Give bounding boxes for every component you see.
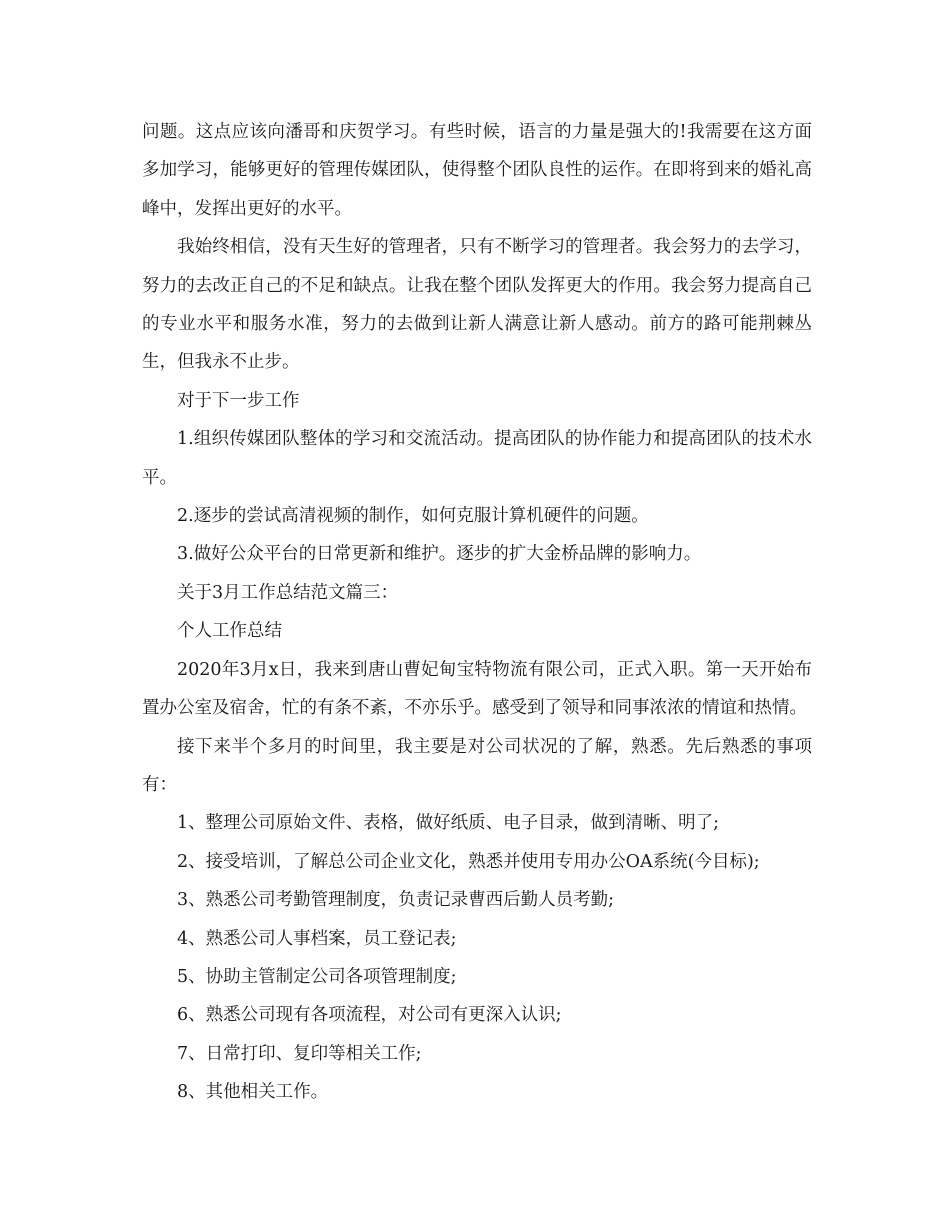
section-heading-personal-summary: 个人工作总结: [177, 621, 282, 642]
task-list-item: 2、接受培训，了解总公司企业文化，熟悉并使用专用办公OA系统(今目标);: [177, 851, 760, 872]
paragraph-management-belief: 我始终相信，没有天生好的管理者，只有不断学习的管理者。我会努力的去学习，努力的去改正自己的不足和缺点。让我在整个团队发挥更大的作用。我会努力提高自己的专业水平和服务水准，努力的去做到让新人满意让新人感动。前方的路可能荆棘丛生，但我永不止步。: [142, 237, 812, 373]
section-heading-next-steps: 对于下一步工作: [177, 390, 300, 411]
task-list-item: 3、熟悉公司考勤管理制度，负责记录曹西后勤人员考勤;: [177, 890, 615, 911]
task-list-item: 8、其他相关工作。: [177, 1082, 329, 1103]
next-step-item: 1.组织传媒团队整体的学习和交流活动。提高团队的协作能力和提高团队的技术水平。: [142, 429, 812, 488]
article-title: 关于3月工作总结范文篇三：: [177, 582, 399, 603]
task-list-item: 6、熟悉公司现有各项流程，对公司有更深入认识;: [177, 1005, 562, 1026]
task-list-item: 4、熟悉公司人事档案，员工登记表;: [177, 928, 457, 949]
task-list-item: 5、协助主管制定公司各项管理制度;: [177, 966, 457, 987]
paragraph-familiarization: 接下来半个多月的时间里，我主要是对公司状况的了解，熟悉。先后熟悉的事项有：: [142, 736, 812, 795]
next-step-item: 2.逐步的尝试高清视频的制作，如何克服计算机硬件的问题。: [177, 506, 649, 527]
paragraph-onboarding: 2020年3月x日，我来到唐山曹妃甸宝特物流有限公司，正式入职。第一天开始布置办公室及宿舍，忙的有条不紊，不亦乐乎。感受到了领导和同事浓浓的情谊和热情。: [142, 659, 812, 719]
task-list-item: 1、整理公司原始文件、表格，做好纸质、电子目录，做到清晰、明了;: [177, 813, 720, 834]
next-step-item: 3.做好公众平台的日常更新和维护。逐步的扩大金桥品牌的影响力。: [177, 544, 702, 565]
task-list-item: 7、日常打印、复印等相关工作;: [177, 1043, 422, 1064]
paragraph-continuation: 问题。这点应该向潘哥和庆贺学习。有些时候，语言的力量是强大的!我需要在这方面多加学习，能够更好的管理传媒团队，使得整个团队良性的运作。在即将到来的婚礼高峰中，发挥出更好的水平。: [142, 122, 812, 219]
document-body: [142, 113, 812, 1112]
